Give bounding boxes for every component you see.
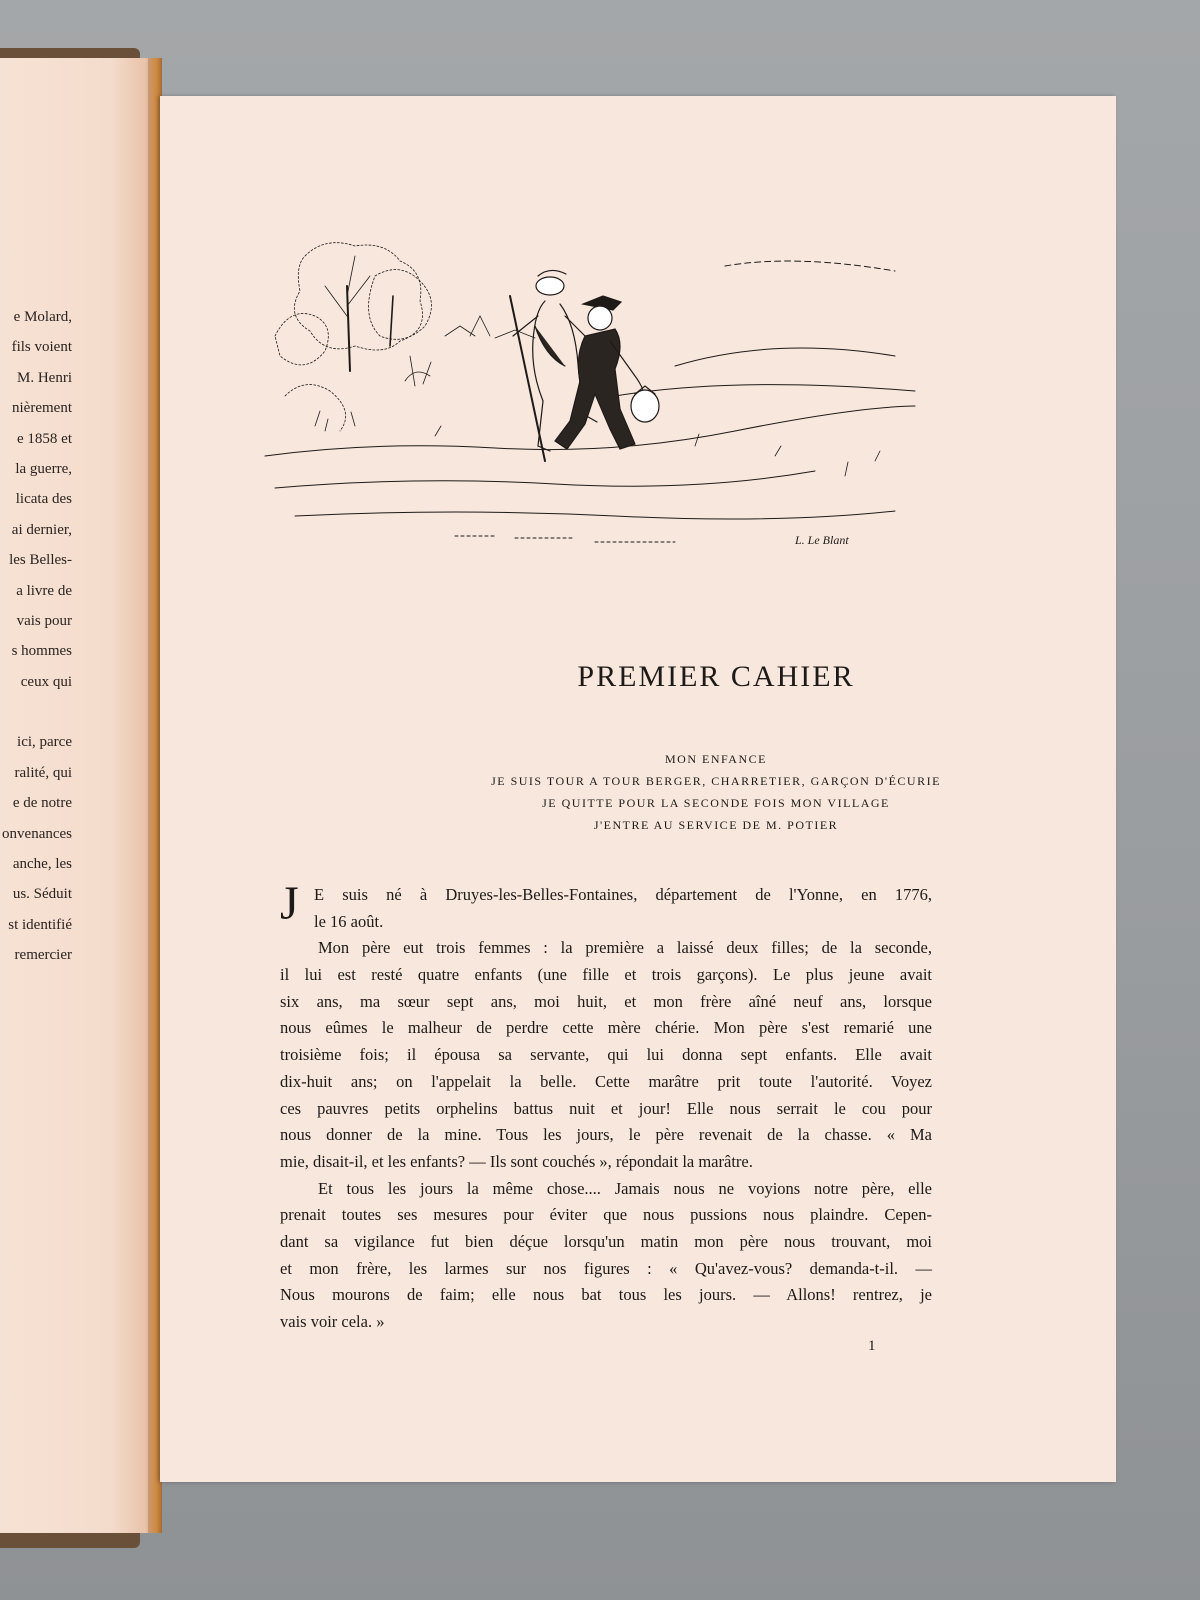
left-line: fils voient bbox=[11, 339, 72, 356]
left-line: les Belles- bbox=[9, 552, 72, 569]
body-line: prenait toutes ses mesures pour éviter que nous pussions nous plaindre. Cepen- bbox=[280, 1205, 932, 1225]
left-line: onvenances bbox=[2, 825, 72, 842]
chapter-subtitle: JE SUIS TOUR A TOUR BERGER, CHARRETIER, GARÇON D'ÉCURIE bbox=[491, 774, 941, 788]
body-line: E suis né à Druyes-les-Belles-Fontaines, département de l'Yonne, en 1776, bbox=[314, 885, 932, 904]
body-line: et mon frère, les larmes sur nos figures : « Qu'avez-vous? demanda-t-il. — bbox=[280, 1258, 932, 1278]
chapter-title: PREMIER CAHIER bbox=[577, 660, 855, 693]
left-line: nièrement bbox=[12, 400, 72, 417]
left-line bbox=[0, 697, 72, 727]
left-line: ai dernier, bbox=[11, 521, 72, 538]
left-line: ceux qui bbox=[20, 673, 72, 690]
body-line: nous donner de la mine. Tous les jours, le père revenait de la chasse. « Ma bbox=[280, 1125, 932, 1145]
engraving-illustration bbox=[255, 226, 935, 556]
drop-cap: J bbox=[280, 877, 299, 930]
left-line: M. Henri bbox=[17, 369, 72, 386]
left-line: licata des bbox=[15, 491, 72, 508]
left-line: e de notre bbox=[12, 795, 72, 812]
left-line: st identifié bbox=[8, 916, 72, 933]
left-line: remercier bbox=[14, 947, 72, 964]
left-line: ralité, qui bbox=[14, 764, 72, 781]
body-line: il lui est resté quatre enfants (une fille et trois garçons). Le plus jeune avait bbox=[280, 965, 932, 985]
page-number: 1 bbox=[868, 1338, 876, 1354]
left-line: e 1858 et bbox=[17, 430, 72, 447]
body-line: le 16 août. bbox=[314, 911, 384, 931]
body-line: ces pauvres petits orphelins battus nuit et jour! Elle nous serrait le cou pour bbox=[280, 1098, 932, 1118]
left-line: ici, parce bbox=[17, 734, 72, 751]
body-line: nous eûmes le malheur de perdre cette mère chérie. Mon père s'est remarié une bbox=[280, 1018, 932, 1038]
body-line: Et tous les jours la même chose.... Jamais nous ne voyions notre père, elle bbox=[318, 1178, 932, 1198]
left-page bbox=[0, 58, 158, 1533]
body-line: troisième fois; il épousa sa servante, qui lui donna sept enfants. Elle avait bbox=[280, 1045, 932, 1065]
left-line: anche, les bbox=[12, 856, 72, 873]
body-line: mie, disait-il, et les enfants? — Ils sont couchés », répondait la marâtre. bbox=[280, 1151, 753, 1171]
left-line: e Molard, bbox=[13, 309, 72, 325]
left-line: s hommes bbox=[11, 643, 72, 660]
body-line: dix-huit ans; on l'appelait la belle. Cette marâtre prit toute l'autorité. Voyez bbox=[280, 1071, 932, 1091]
chapter-subtitle: JE QUITTE POUR LA SECONDE FOIS MON VILLAGE bbox=[542, 796, 890, 810]
left-line: a livre de bbox=[16, 582, 72, 599]
body-line: Mon père eut trois femmes : la première a laissé deux filles; de la seconde, bbox=[318, 938, 932, 958]
body-line: dant sa vigilance fut bien déçue lorsqu'un matin mon père nous trouvant, moi bbox=[280, 1231, 932, 1251]
chapter-subtitle: J'ENTRE AU SERVICE DE M. POTIER bbox=[593, 818, 839, 832]
illustration-signature: L. Le Blant bbox=[795, 533, 849, 547]
chapter-subtitles bbox=[160, 748, 1200, 836]
body-line: Nous mourons de faim; elle nous bat tous les jours. — Allons! rentrez, je bbox=[280, 1285, 932, 1305]
left-page-text bbox=[0, 302, 72, 971]
left-line: vais pour bbox=[16, 612, 72, 629]
left-line: us. Séduit bbox=[12, 886, 72, 903]
chapter-subtitle: MON ENFANCE bbox=[665, 752, 767, 766]
body-line: vais voir cela. » bbox=[280, 1312, 385, 1331]
body-text bbox=[280, 877, 932, 1336]
left-line: la guerre, bbox=[15, 460, 72, 477]
body-line: six ans, ma sœur sept ans, moi huit, et mon frère aîné neuf ans, lorsque bbox=[280, 991, 932, 1011]
